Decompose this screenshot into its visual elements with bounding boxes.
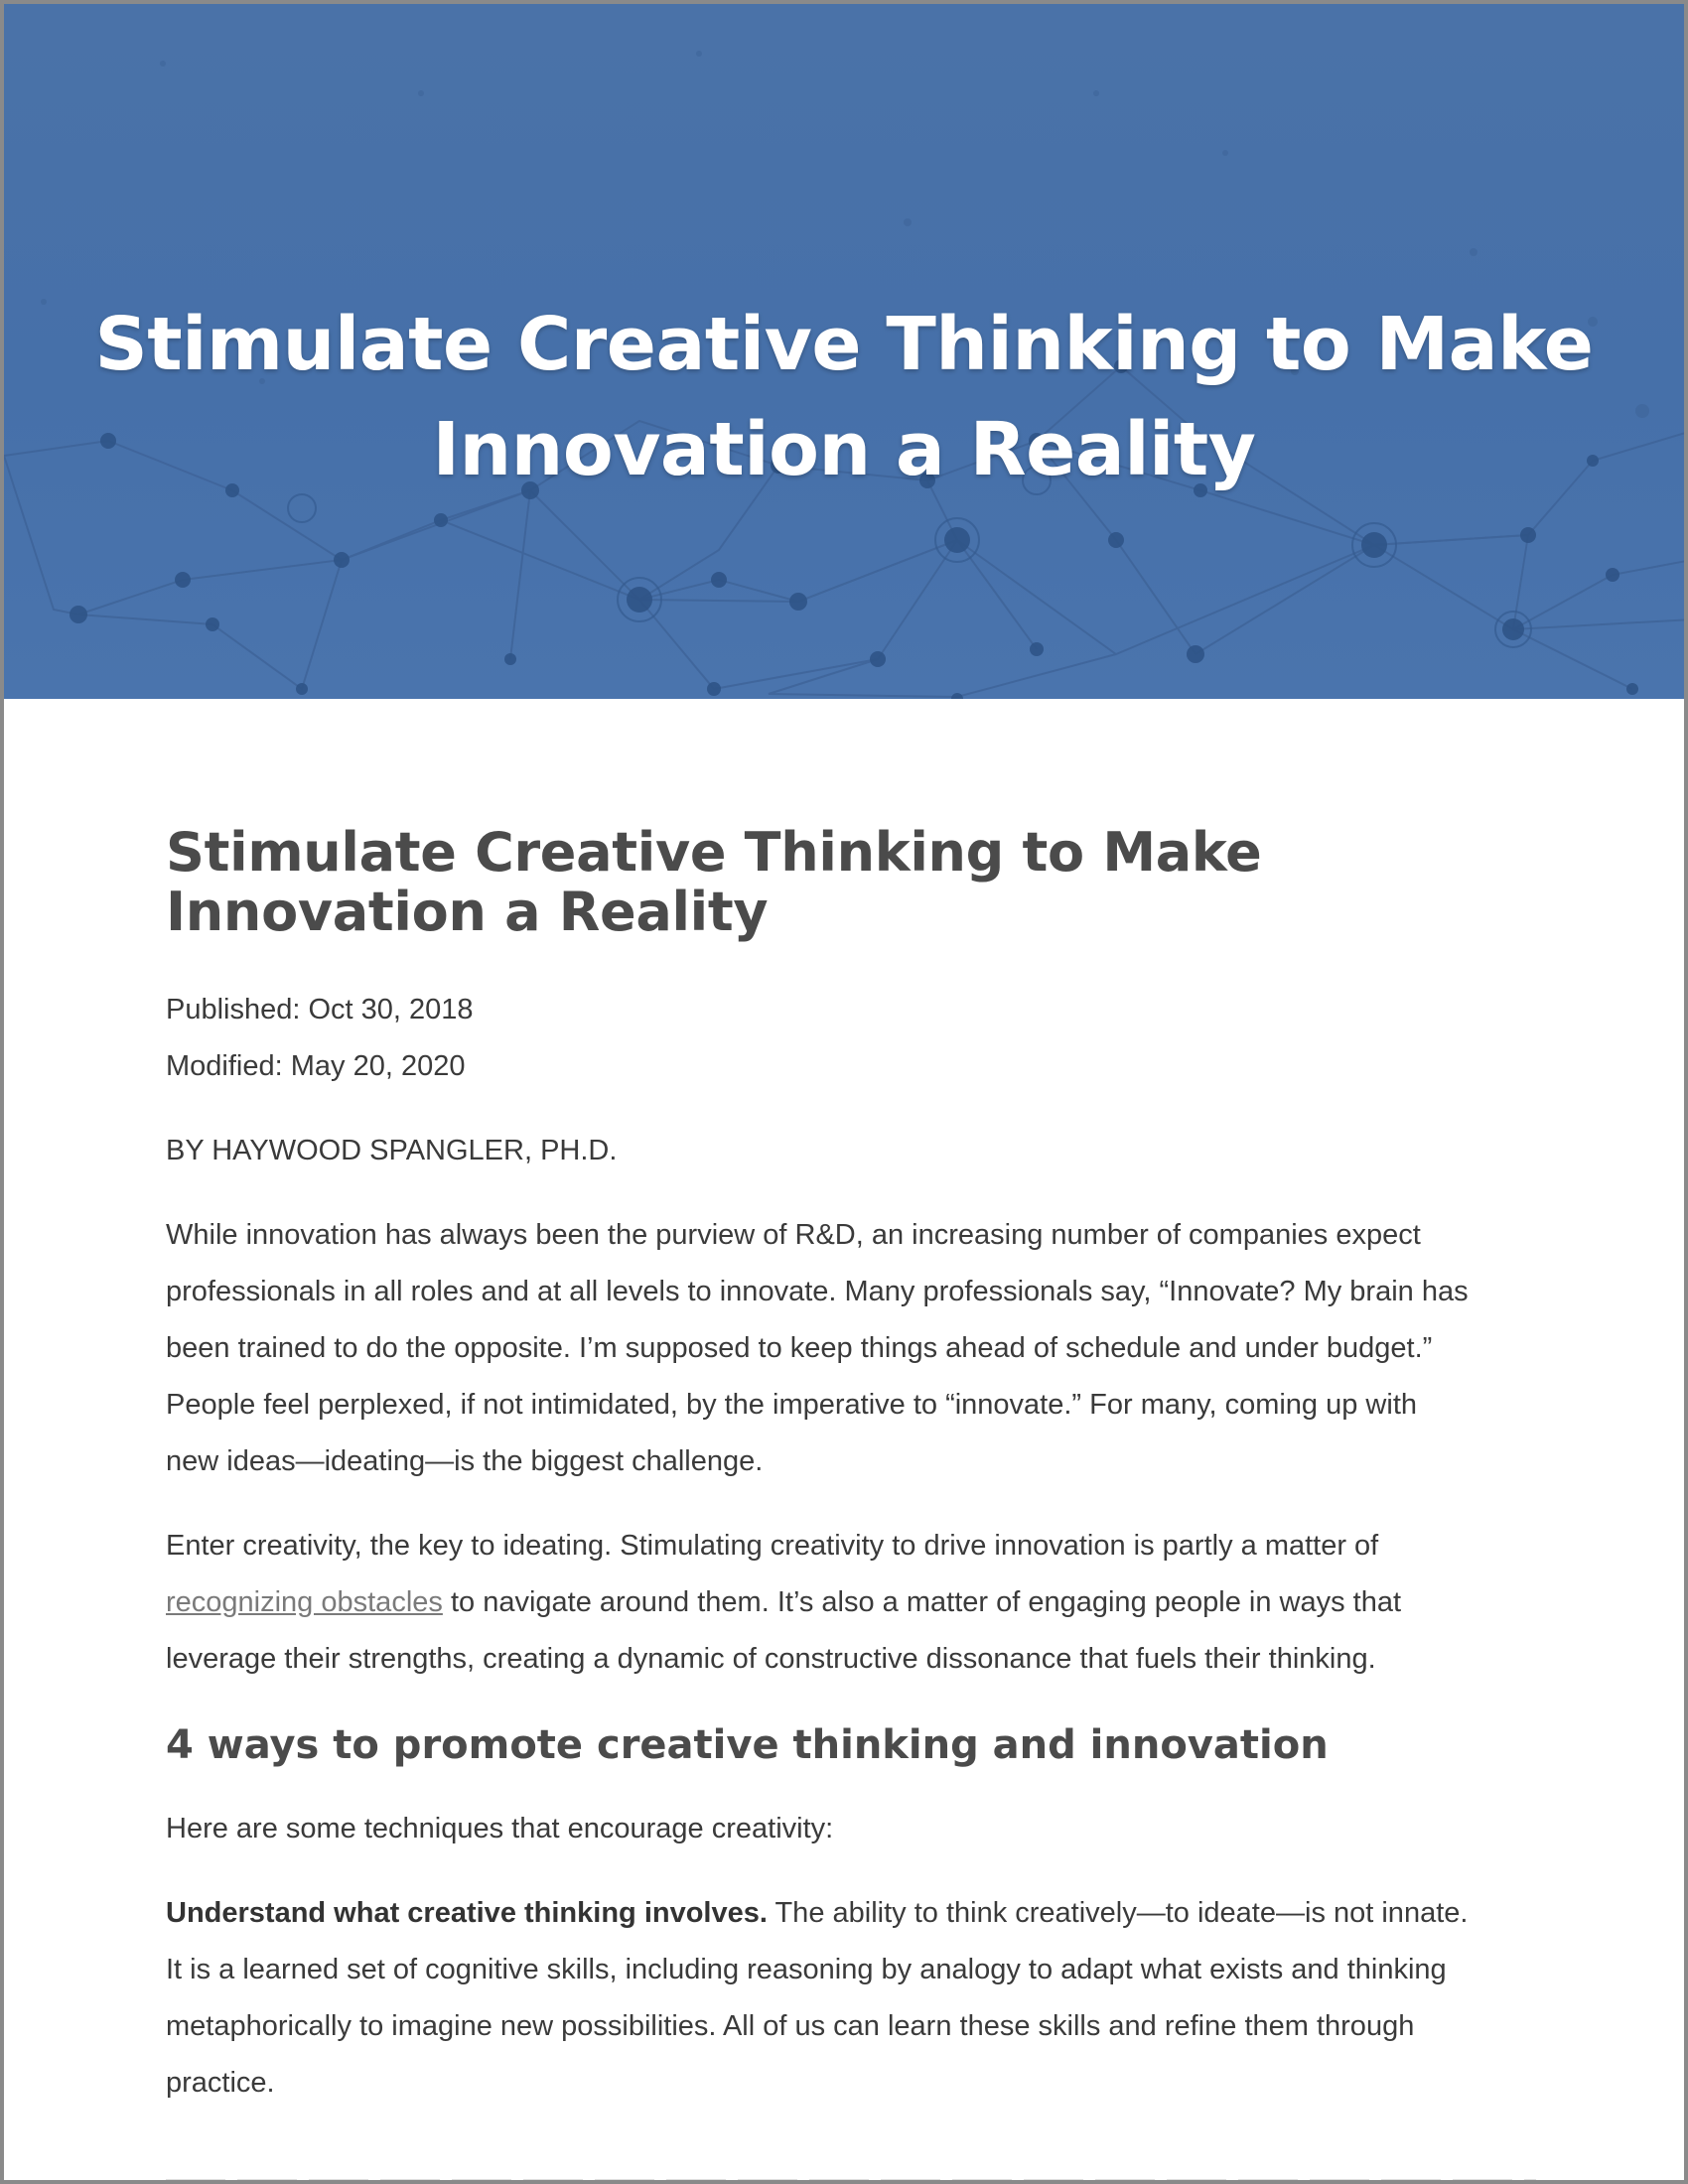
hero-title-line-2: Innovation a Reality bbox=[432, 406, 1256, 492]
paragraph-intro bbox=[166, 1207, 1536, 1490]
hero-title-line-1: Stimulate Creative Thinking to Make bbox=[94, 301, 1594, 387]
paragraph-line: been trained to do the opposite. I’m supposed to keep things ahead of schedule and under budget.” bbox=[166, 1332, 1433, 1364]
section-heading: 4 ways to promote creative thinking and innovation bbox=[166, 1722, 1329, 1768]
paragraph-line: new ideas—ideating—is the biggest challenge. bbox=[166, 1445, 764, 1477]
author-byline: BY HAYWOOD SPANGLER, PH.D. bbox=[166, 1135, 618, 1166]
paragraph-line: People feel perplexed, if not intimidated, by the imperative to “innovate.” For many, coming up with bbox=[166, 1389, 1417, 1421]
tip-understand-creative-thinking bbox=[166, 1885, 1536, 2112]
paragraph-line: practice. bbox=[166, 2067, 275, 2099]
hero-banner bbox=[4, 4, 1684, 699]
article-title bbox=[166, 823, 1536, 942]
paragraph-line bbox=[166, 1574, 1536, 1631]
paragraph-line: It is a learned set of cognitive skills, including reasoning by analogy to adapt what exists and thinking bbox=[166, 1954, 1447, 1985]
paragraph-creativity bbox=[166, 1518, 1536, 1688]
paragraph-line: leverage their strengths, creating a dynamic of constructive dissonance that fuels their thinking. bbox=[166, 1643, 1376, 1675]
article-title-line-2: Innovation a Reality bbox=[166, 881, 769, 943]
modified-date: Modified: May 20, 2020 bbox=[166, 1050, 466, 1082]
paragraph-text: to navigate around them. It’s also a matter of engaging people in ways that bbox=[442, 1586, 1402, 1618]
paragraph-text: The ability to think creatively—to ideate—is not innate. bbox=[767, 1897, 1469, 1929]
paragraph-line: professionals in all roles and at all levels to innovate. Many professionals say, “Innovate? My brain has bbox=[166, 1276, 1469, 1307]
techniques-intro bbox=[166, 1801, 1536, 1857]
paragraph-line: While innovation has always been the purview of R&D, an increasing number of companies expect bbox=[166, 1219, 1421, 1251]
paragraph-line: Here are some techniques that encourage creativity: bbox=[166, 1813, 834, 1844]
paragraph-line: Enter creativity, the key to ideating. Stimulating creativity to drive innovation is partly a matter of bbox=[166, 1530, 1379, 1562]
article-title-line-1: Stimulate Creative Thinking to Make bbox=[166, 821, 1262, 884]
recognizing-obstacles-link[interactable]: recognizing obstacles bbox=[166, 1586, 443, 1618]
article-body bbox=[166, 823, 1536, 2112]
hero-title bbox=[4, 292, 1684, 502]
tip-lead: Understand what creative thinking involves. bbox=[166, 1897, 768, 1929]
paragraph-line: metaphorically to imagine new possibilities. All of us can learn these skills and refine them through bbox=[166, 2010, 1415, 2042]
article-dates bbox=[166, 982, 1536, 1095]
paragraph-line bbox=[166, 1885, 1536, 1942]
cutoff-text-line bbox=[166, 2171, 1536, 2184]
published-date: Published: Oct 30, 2018 bbox=[166, 994, 474, 1025]
